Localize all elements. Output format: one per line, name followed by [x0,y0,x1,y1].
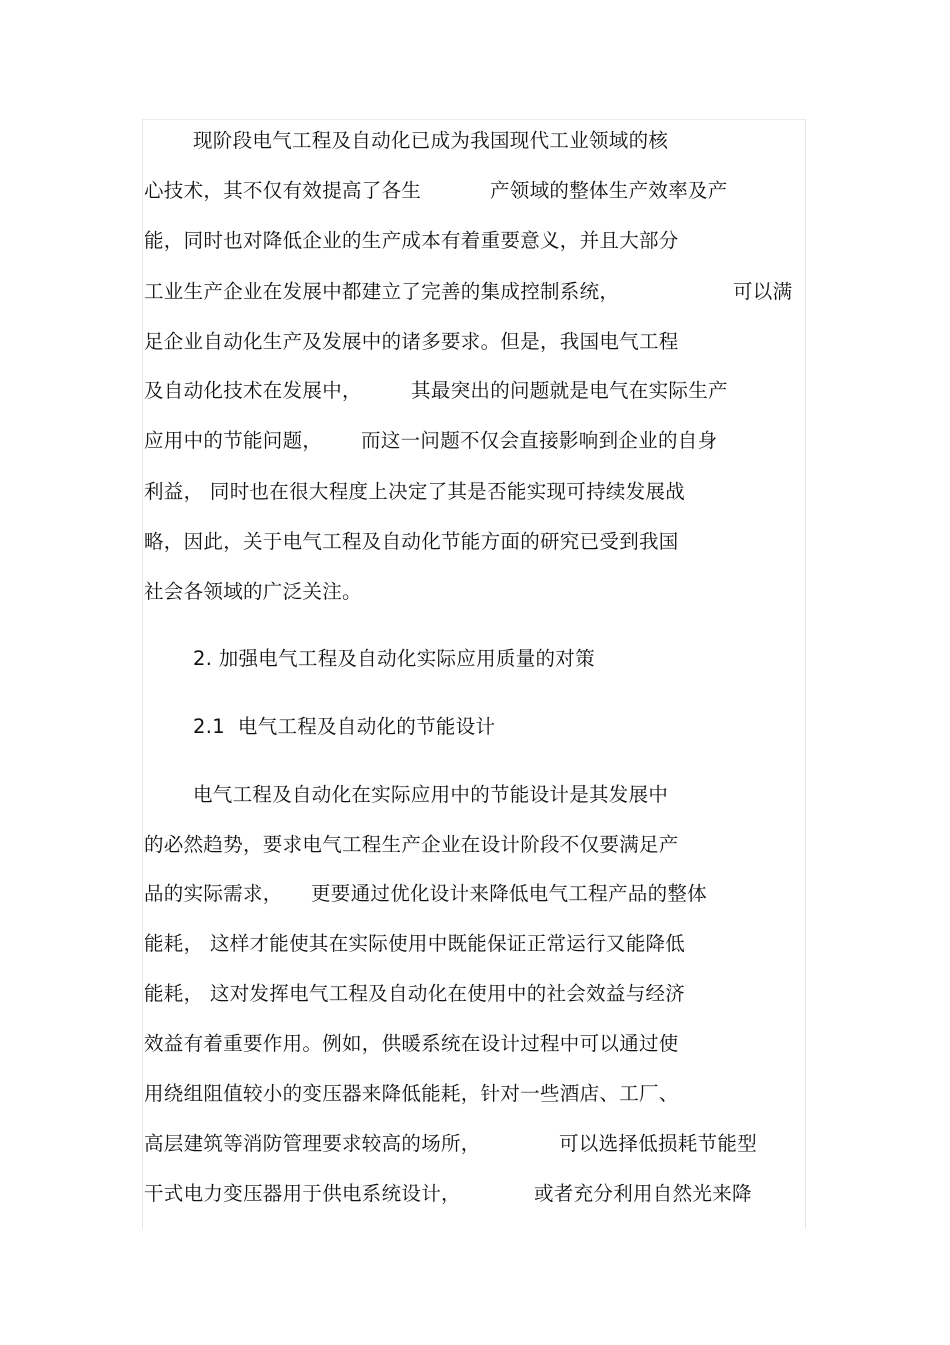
paragraph-2-line-8 [144,1131,481,1157]
text-segment: 利益， 同时也在很大程度上决定了其是否能实现可持续发展战 [144,480,686,503]
text-segment: 电气工程及自动化在实际应用中的节能设计是其发展中 [193,783,669,806]
paragraph-1-line-7 [144,428,322,454]
paragraph-2-line-1 [193,782,668,808]
heading-text: 2.1 电气工程及自动化的节能设计 [193,715,496,738]
text-segment: 高层建筑等消防管理要求较高的场所， [144,1132,481,1155]
text-segment: 其最突出的问题就是电气在实际生产 [411,379,728,402]
paragraph-1-line-9 [144,529,679,555]
paragraph-2-line-2 [144,832,679,858]
paragraph-1-line-8 [144,479,685,505]
text-segment: 略，因此，关于电气工程及自动化节能方面的研究已受到我国 [144,530,679,553]
text-segment: 足企业自动化生产及发展中的诸多要求。但是，我国电气工程 [144,330,679,353]
paragraph-2-line-3 [144,881,283,907]
heading-text: 2. 加强电气工程及自动化实际应用质量的对策 [193,647,595,670]
text-segment: 效益有着重要作用。例如，供暖系统在设计过程中可以通过使 [144,1032,679,1055]
text-segment: 心技术，其不仅有效提高了各生 [144,179,422,202]
paragraph-2-line-4 [144,931,685,957]
paragraph-1-line-6 [144,378,362,404]
paragraph-2-line-3-cont [311,881,707,907]
section-heading-2 [193,646,595,672]
text-segment: 现阶段电气工程及自动化已成为我国现代工业领域的核 [193,129,669,152]
text-segment: 而这一问题不仅会直接影响到企业的自身 [361,429,718,452]
text-segment: 应用中的节能问题， [144,429,323,452]
paragraph-1-line-7-cont [361,428,717,454]
text-segment: 或者充分利用自然光来降 [534,1182,752,1205]
paragraph-2-line-5 [144,981,685,1007]
text-segment: 可以选择低损耗节能型 [559,1132,758,1155]
paragraph-1-line-3 [144,228,679,254]
paragraph-2-line-9 [144,1181,461,1207]
paragraph-1-line-2 [144,178,421,204]
text-segment: 的必然趋势，要求电气工程生产企业在设计阶段不仅要满足产 [144,833,679,856]
text-segment: 能，同时也对降低企业的生产成本有着重要意义，并且大部分 [144,229,679,252]
text-segment: 可以满 [733,280,793,303]
paragraph-1-line-5 [144,329,679,355]
text-segment: 及自动化技术在发展中， [144,379,362,402]
text-segment: 工业生产企业在发展中都建立了完善的集成控制系统， [144,280,620,303]
text-segment: 产领域的整体生产效率及产 [490,179,728,202]
paragraph-2-line-6 [144,1031,679,1057]
paragraph-1-line-4-cont [733,279,792,305]
paragraph-2-line-9-cont [534,1181,752,1207]
paragraph-1-line-2-cont [490,178,728,204]
paragraph-1-line-6-cont [411,378,728,404]
text-segment: 品的实际需求， [144,882,283,905]
text-segment: 社会各领域的广泛关注。 [144,580,362,603]
paragraph-1-line-4 [144,279,619,305]
text-segment: 用绕组阻值较小的变压器来降低能耗，针对一些酒店、工厂、 [144,1082,679,1105]
text-segment: 干式电力变压器用于供电系统设计， [144,1182,461,1205]
text-segment: 能耗， 这对发挥电气工程及自动化在使用中的社会效益与经济 [144,982,686,1005]
paragraph-2-line-8-cont [559,1131,757,1157]
text-segment: 能耗， 这样才能使其在实际使用中既能保证正常运行又能降低 [144,932,686,955]
section-heading-2-1 [193,714,495,740]
text-segment: 更要通过优化设计来降低电气工程产品的整体 [311,882,708,905]
paragraph-1-line-1 [193,128,668,154]
paragraph-1-line-10 [144,579,362,605]
paragraph-2-line-7 [144,1081,679,1107]
